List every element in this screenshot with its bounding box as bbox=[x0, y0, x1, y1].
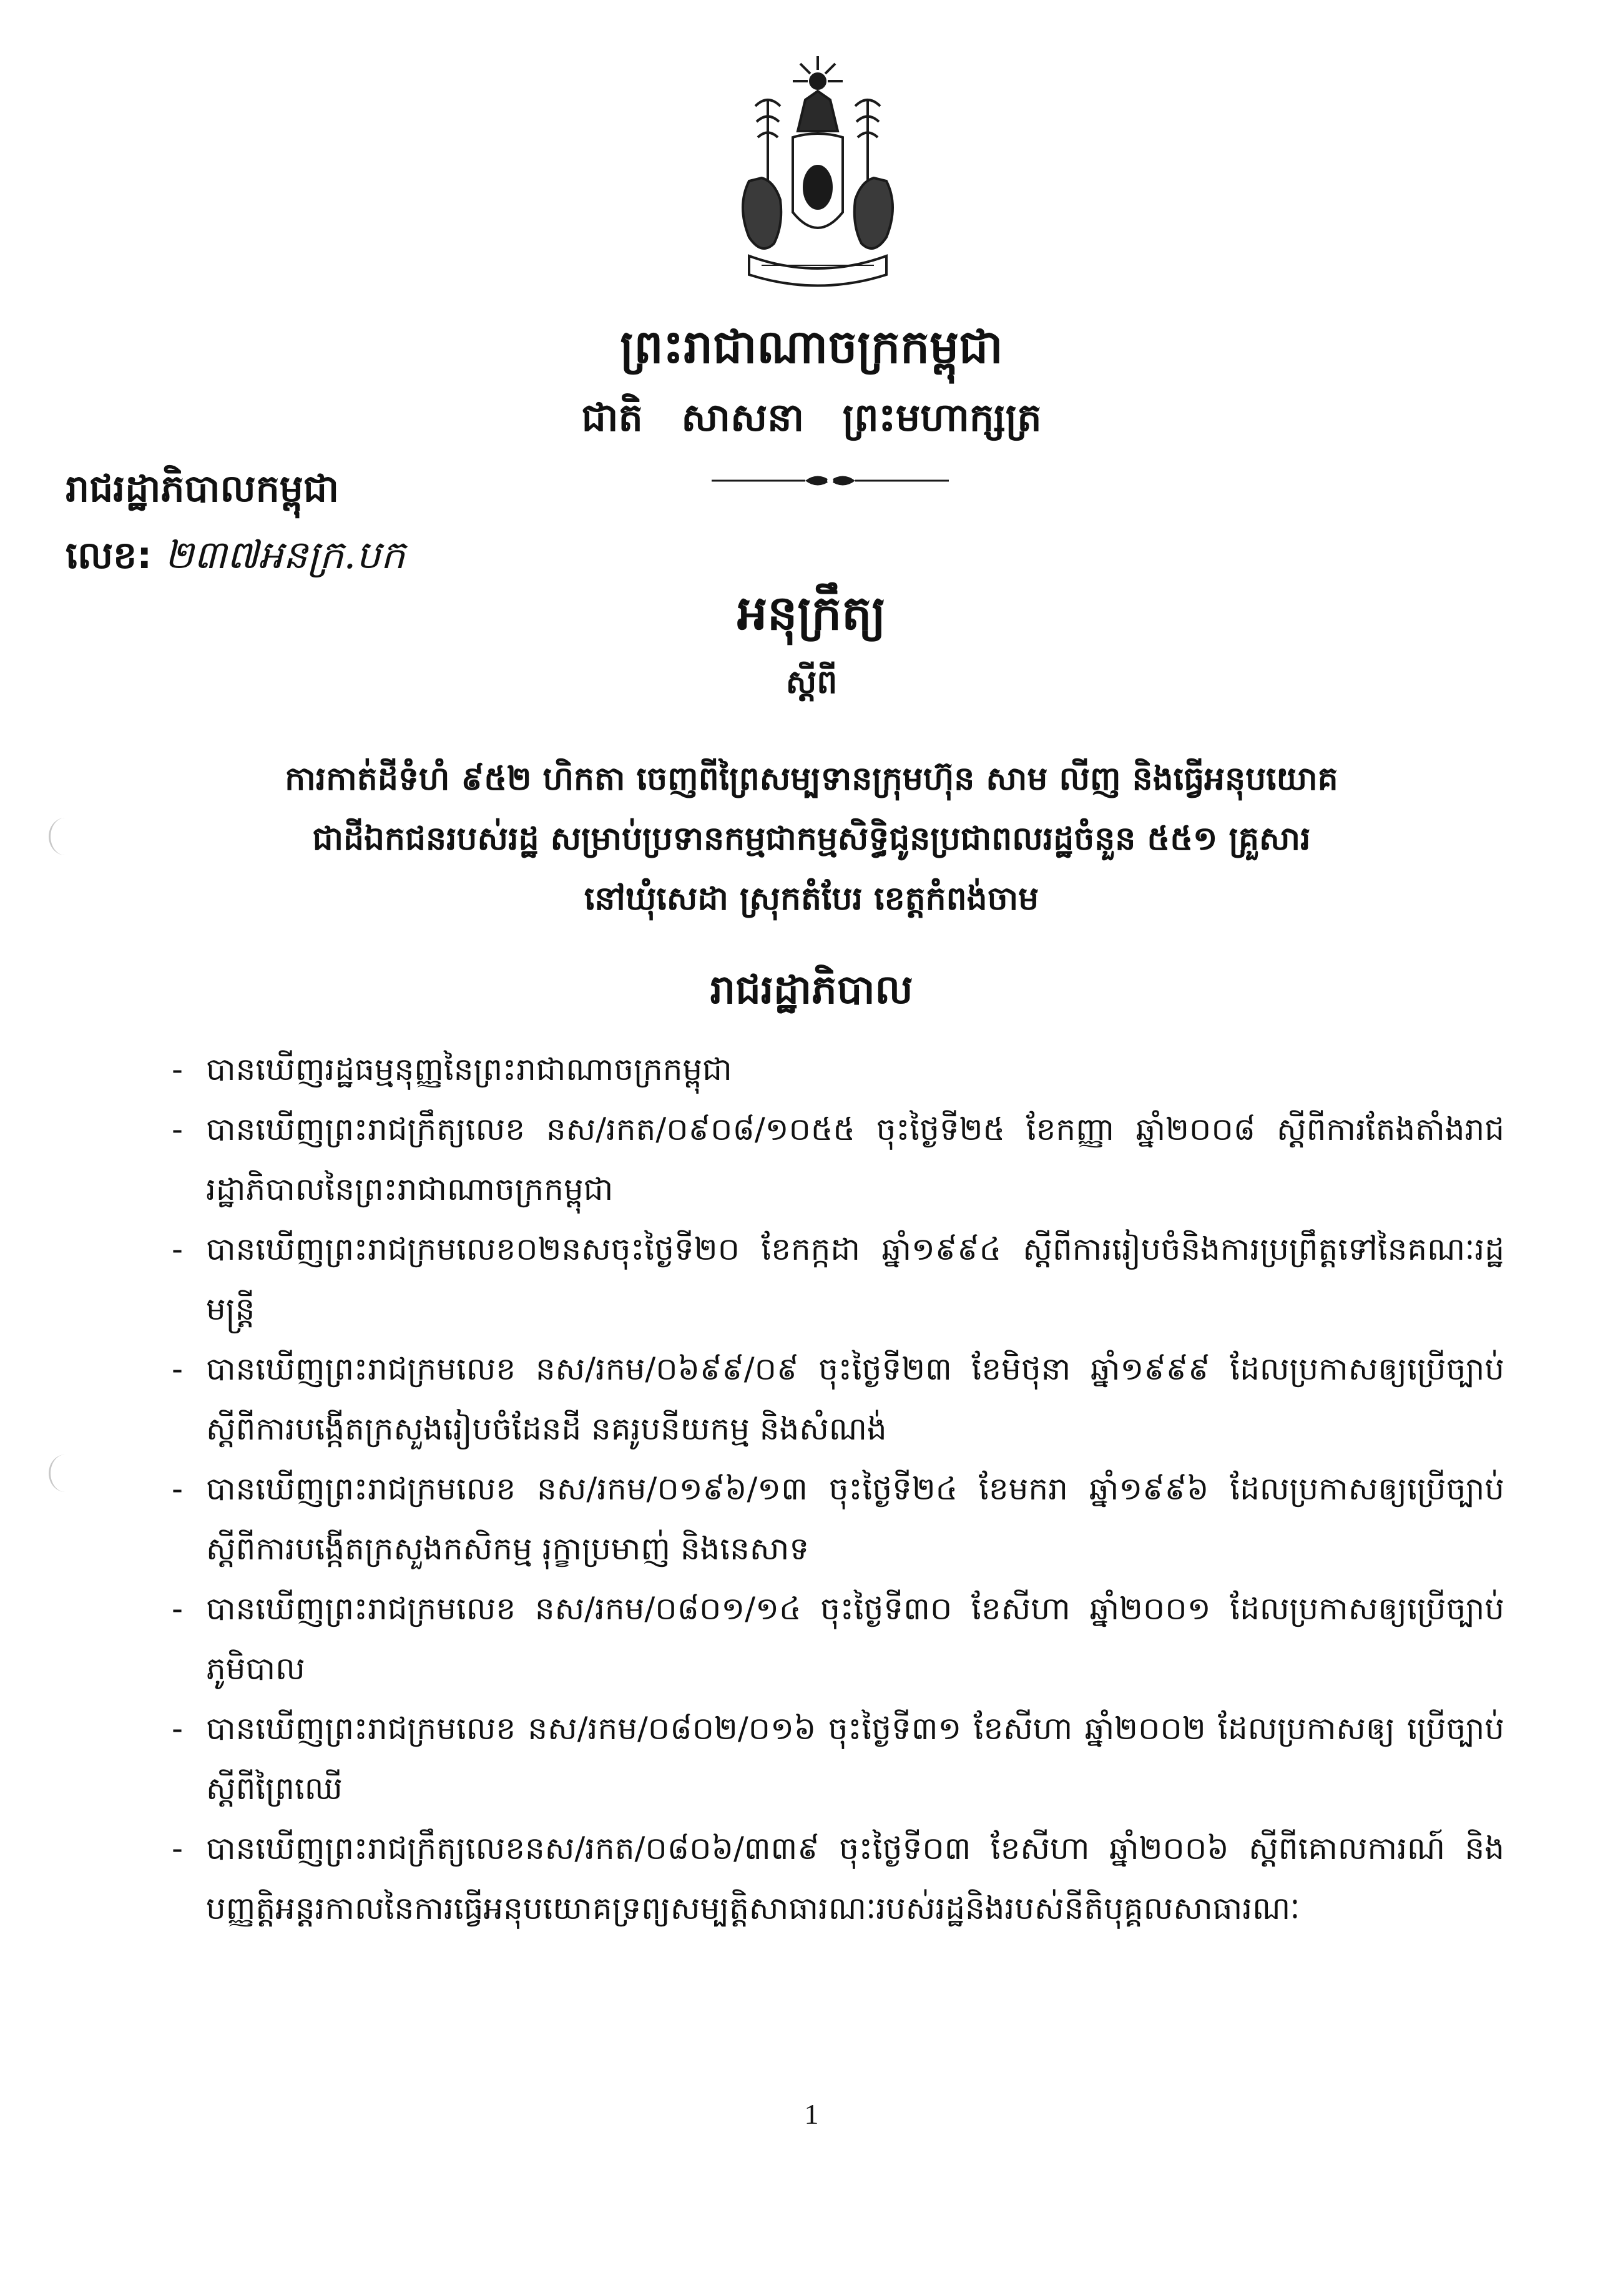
national-motto: ជាតិ សាសនា ព្រះមហាក្សត្រ bbox=[581, 395, 1042, 440]
recital-item: - បានឃើញព្រះរាជក្រមលេខ នស/រកម/០៨០២/០១៦ ចុះថ្ងៃទី៣១ ខែសីហា ឆ្នាំ២០០២ ដែលប្រកាសឲ្យ ប្រើច្បាប់ស្តីពីព្រៃឈើ bbox=[172, 1710, 1504, 1807]
recital-text: បានឃើញព្រះរាជក្រឹត្យលេខ នស/រកត/០៩០៨/១០៥៥ ចុះថ្ងៃទី២៥ ខែកញ្ញា ឆ្នាំ២០០៨ ស្តីពីការតែងតាំងរាជរដ្ឋាភិបាលនៃព្រះរាជាណាចក្រកម្ពុជា bbox=[206, 1111, 1504, 1207]
recital-text: បានឃើញរដ្ឋធម្មនុញ្ញនៃព្រះរាជាណាចក្រកម្ពុជា bbox=[206, 1051, 732, 1087]
document-type-title: អនុក្រឹត្យ bbox=[737, 585, 886, 640]
kingdom-name: ព្រះរាជាណាចក្រកម្ពុជា bbox=[620, 320, 1003, 374]
recital-text: បានឃើញព្រះរាជក្រមលេខ នស/រកម/០៦៩៩/០៩ ចុះថ្ងៃទី២៣ ខែមិថុនា ឆ្នាំ១៩៩៩ ដែលប្រកាសឲ្យប្រើច្បាប់ស្តីពីការបង្កើតក្រសួងរៀបចំដែនដី នគរូបនីយកម្ម និងសំណង់ bbox=[206, 1351, 1504, 1447]
document-number bbox=[66, 531, 405, 587]
recital-item: - បានឃើញព្រះរាជក្រឹត្យលេខ នស/រកត/០៩០៨/១០៥៥ ចុះថ្ងៃទី២៥ ខែកញ្ញា ឆ្នាំ២០០៨ ស្តីពីការតែងតាំងរាជរដ្ឋាភិបាលនៃព្រះរាជាណាចក្រកម្ពុជា bbox=[172, 1111, 1504, 1207]
recital-item: - បានឃើញព្រះរាជក្រមលេខ នស/រកម/០៦៩៩/០៩ ចុះថ្ងៃទី២៣ ខែមិថុនា ឆ្នាំ១៩៩៩ ដែលប្រកាសឲ្យប្រើច្បាប់ស្តីពីការបង្កើតក្រសួងរៀបចំដែនដី នគរូបនីយកម្ម និងសំណង់ bbox=[172, 1351, 1504, 1447]
body-heading: រាជរដ្ឋាភិបាល bbox=[710, 967, 913, 1013]
subject-line: ជាដីឯកជនរបស់រដ្ឋ សម្រាប់ប្រទានកម្មជាកម្មសិទ្ធិជូនប្រជាពលរដ្ឋចំនួន ៥៥១ គ្រួសារ bbox=[312, 820, 1311, 858]
issuing-authority: រាជរដ្ឋាភិបាលកម្ពុជា bbox=[66, 467, 339, 511]
royal-coat-of-arms-emblem bbox=[724, 56, 911, 300]
about-label: ស្តីពី bbox=[785, 664, 838, 701]
subject-line: ការកាត់ដីទំហំ ៩៥២ ហិកតា ចេញពីព្រៃសម្បទានក្រុមហ៊ុន សាម លីញ និងធ្វើអនុបយោគ bbox=[285, 760, 1338, 798]
recital-text: បានឃើញព្រះរាជក្រមលេខ នស/រកម/០១៩៦/១៣ ចុះថ្ងៃទី២៤ ខែមករា ឆ្នាំ១៩៩៦ ដែលប្រកាសឲ្យប្រើច្បាប់ ស្តីពីការបង្កើតក្រសួងកសិកម្ម រុក្ខាប្រមាញ់ និងនេសាទ bbox=[206, 1471, 1504, 1567]
recital-item: - បានឃើញព្រះរាជក្រមលេខ០២នសចុះថ្ងៃទី២០ ខែកក្កដា ឆ្នាំ១៩៩៤ ស្តីពីការរៀបចំនិងការប្រព្រឹត្តទៅនៃគណៈរដ្ឋមន្ត្រី bbox=[172, 1231, 1504, 1327]
decorative-divider bbox=[712, 471, 949, 490]
subject-line: នៅឃុំសេដា ស្រុកតំបែរ ខេត្តកំពង់ចាម bbox=[584, 880, 1039, 918]
recital-item: - បានឃើញព្រះរាជក្រមលេខ នស/រកម/០១៩៦/១៣ ចុះថ្ងៃទី២៤ ខែមករា ឆ្នាំ១៩៩៦ ដែលប្រកាសឲ្យប្រើច្បាប់ ស្តីពីការបង្កើតក្រសួងកសិកម្ម រុក្ខាប្រមាញ់ និងនេសាទ bbox=[172, 1471, 1504, 1567]
recital-text: បានឃើញព្រះរាជក្រមលេខ០២នសចុះថ្ងៃទី២០ ខែកក្កដា ឆ្នាំ១៩៩៤ ស្តីពីការរៀបចំនិងការប្រព្រឹត្តទៅនៃគណៈរដ្ឋមន្ត្រី bbox=[206, 1231, 1504, 1327]
recital-text: បានឃើញព្រះរាជក្រមលេខ នស/រកម/០៨០១/១៤ ចុះថ្ងៃទី៣០ ខែសីហា ឆ្នាំ២០០១ ដែលប្រកាសឲ្យប្រើច្បាប់ភូមិបាល bbox=[206, 1591, 1504, 1687]
recital-text: បានឃើញព្រះរាជក្រមលេខ នស/រកម/០៨០២/០១៦ ចុះថ្ងៃទី៣១ ខែសីហា ឆ្នាំ២០០២ ដែលប្រកាសឲ្យ ប្រើច្បាប់ស្តីពីព្រៃឈើ bbox=[206, 1710, 1504, 1807]
punch-hole-mark bbox=[49, 1455, 82, 1492]
recital-text: បានឃើញព្រះរាជក្រឹត្យលេខនស/រកត/០៨០៦/៣៣៩ ចុះថ្ងៃទី០៣ ខែសីហា ឆ្នាំ២០០៦ ស្តីពីគោលការណ៍ និងបញ្ញត្តិអន្តរកាលនៃការធ្វើអនុបយោគទ្រព្យសម្បត្តិសាធារណៈរបស់រដ្ឋនិងរបស់នីតិបុគ្គលសាធារណៈ bbox=[206, 1830, 1504, 1926]
punch-hole-mark bbox=[49, 818, 82, 855]
document-number-value: ២៣៧អនក្រ.បក bbox=[164, 532, 405, 577]
recital-item: - បានឃើញរដ្ឋធម្មនុញ្ញនៃព្រះរាជាណាចក្រកម្ពុជា bbox=[172, 1051, 732, 1087]
recital-item: - បានឃើញព្រះរាជក្រមលេខ នស/រកម/០៨០១/១៤ ចុះថ្ងៃទី៣០ ខែសីហា ឆ្នាំ២០០១ ដែលប្រកាសឲ្យប្រើច្បាប់ភូមិបាល bbox=[172, 1591, 1504, 1687]
document-subject bbox=[0, 749, 1623, 929]
document-number-label: លេខ: bbox=[66, 534, 152, 577]
page-number: 1 bbox=[804, 2098, 819, 2130]
recital-item: - បានឃើញព្រះរាជក្រឹត្យលេខនស/រកត/០៨០៦/៣៣៩ ចុះថ្ងៃទី០៣ ខែសីហា ឆ្នាំ២០០៦ ស្តីពីគោលការណ៍ និងបញ្ញត្តិអន្តរកាលនៃការធ្វើអនុបយោគទ្រព្យសម្បត្តិសាធារណៈរបស់រដ្ឋនិងរបស់នីតិបុគ្គលសាធារណៈ bbox=[172, 1830, 1504, 1926]
recitals-list bbox=[172, 1039, 1504, 1938]
